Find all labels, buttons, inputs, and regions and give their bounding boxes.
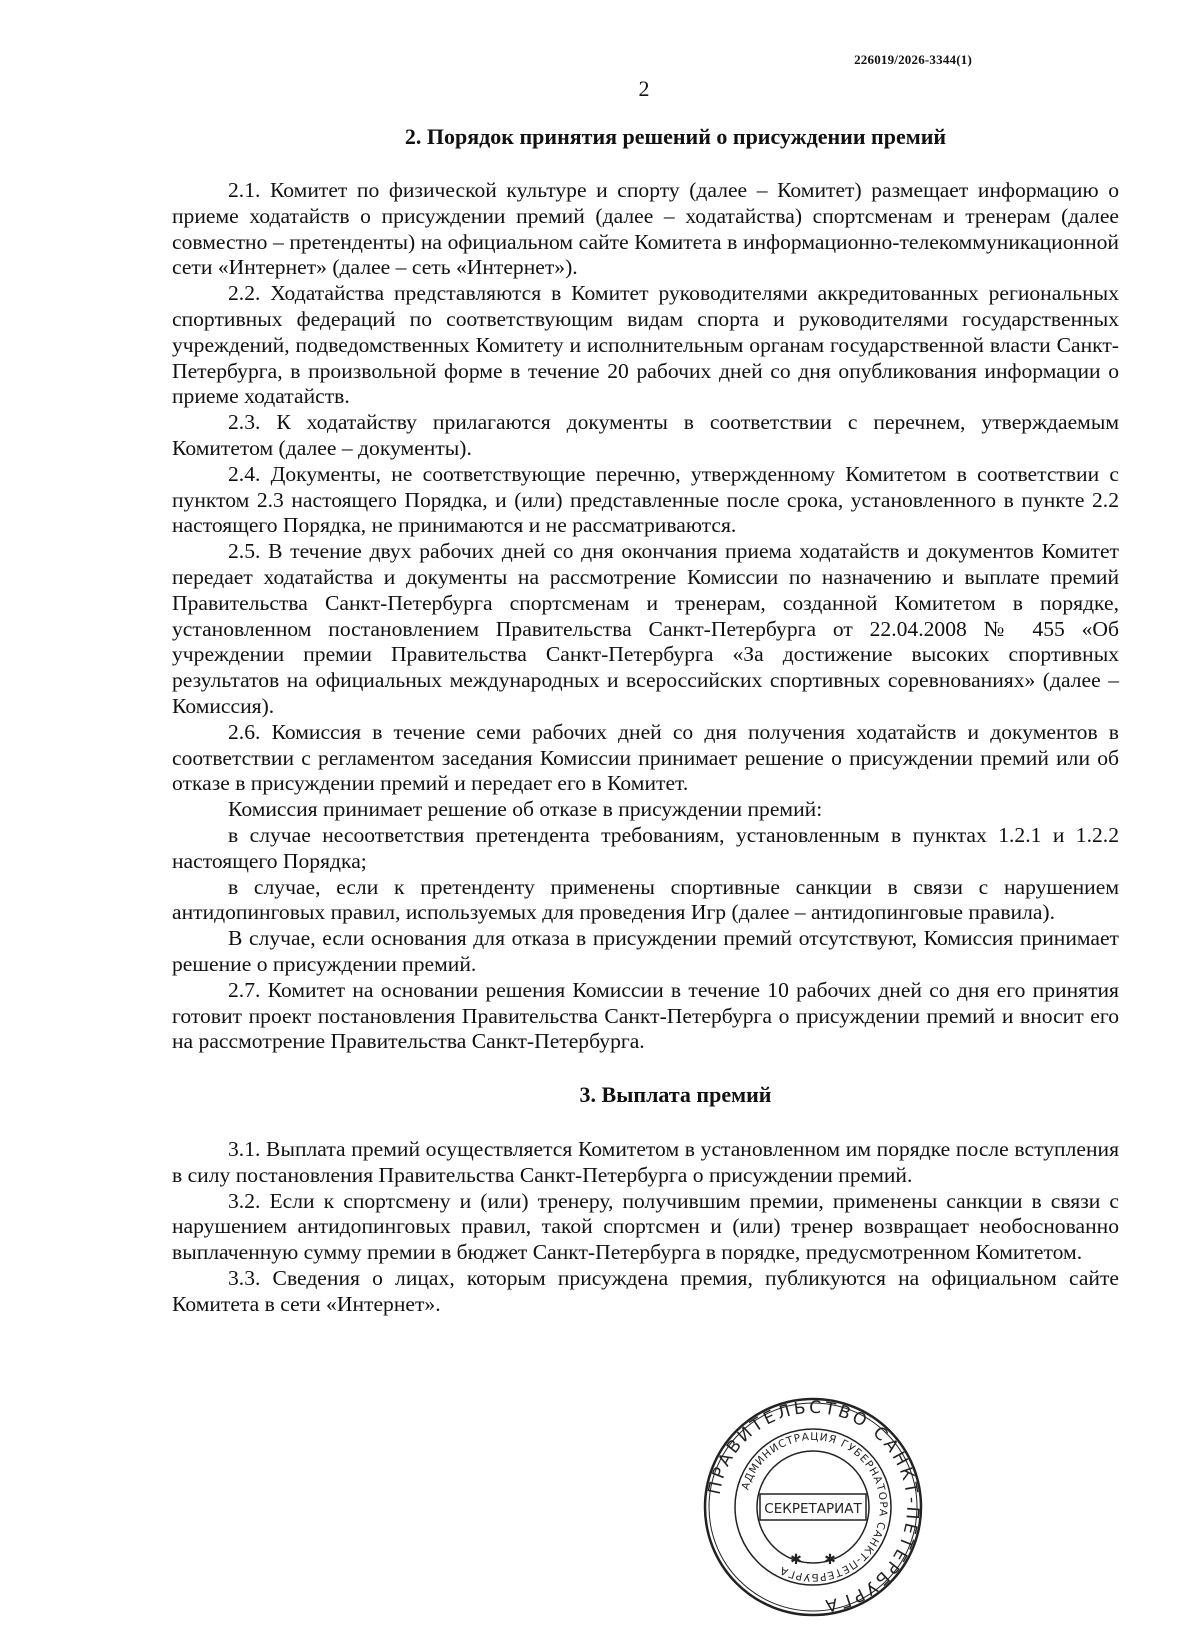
section-2-body <box>172 178 1119 1055</box>
paragraph-2-1: 2.1. Комитет по физической культуре и спорту (далее – Комитет) размещает информацию о приеме ходатайств о присуждении премий (далее – ходатайства) спортсменам и тренерам (далее совместно – претенденты) на официальном сайте Комитета в информационно-телекоммуникационной сети «Интернет» (далее – сеть «Интернет»). <box>172 178 1119 280</box>
stamp-center-text: СЕКРЕТАРИАТ <box>764 1501 862 1517</box>
section-2-title: 2. Порядок принятия решений о присуждении премий <box>404 124 947 149</box>
official-stamp <box>702 1396 924 1618</box>
page-number: 2 <box>638 76 650 101</box>
stamp-star-icon: ✱ <box>790 1552 802 1568</box>
paragraph-3-3: 3.3. Сведения о лицах, которым присуждена премия, публикуются на официальном сайте Комитета в сети «Интернет». <box>172 1266 1119 1316</box>
section-3-title: 3. Выплата премий <box>579 1082 772 1108</box>
paragraph-3-2: 3.2. Если к спортсмену и (или) тренеру, получившим премии, применены санкции в связи с нарушением антидопинговых правил, такой спортсмен и (или) тренер возвращает необоснованно выплаченную сумму премии в бюджет Санкт-Петербурга в порядке, предусмотренном Комитетом. <box>172 1188 1119 1265</box>
paragraph-3-1: 3.1. Выплата премий осуществляется Комитетом в установленном им порядке после вступления в силу постановления Правительства Санкт-Петербурга о присуждении премий. <box>172 1137 1119 1187</box>
paragraph-refusal-intro: Комиссия принимает решение об отказе в присуждении премий: <box>228 797 823 822</box>
stamp-outer-text: ПРАВИТЕЛЬСТВО САНКТ-ПЕТЕРБУРГА <box>704 1397 923 1616</box>
document-body <box>172 124 1119 1318</box>
paragraph-2-5: 2.5. В течение двух рабочих дней со дня окончания приема ходатайств и документов Комитет передает ходатайства и документы на рассмотрение Комиссии по назначению и выплате премий Правительства Санкт-Петербурга спортсменам и тренерам, созданной Комитетом в порядке, установленном постановлением Правительства Санкт-Петербурга от 22.04.2008 № 455 «Об учреждении премии Правительства Санкт-Петербурга «За достижение высоких спортивных результатов на официальных международных и всероссийских спортивных соревнованиях» (далее – Комиссия). <box>172 539 1119 718</box>
section-3-body <box>172 1137 1119 1318</box>
stamp-inner-text: АДМИНИСТРАЦИЯ ГУБЕРНАТОРА САНКТ-ПЕТЕРБУРГА <box>739 1430 890 1584</box>
paragraph-refusal-case-2: в случае, если к претенденту применены спортивные санкции в связи с нарушением антидопинговых правил, используемых для проведения Игр (далее – антидопинговые правила). <box>172 874 1119 925</box>
paragraph-2-7: 2.7. Комитет на основании решения Комиссии в течение 10 рабочих дней со дня его принятия готовит проект постановления Правительства Санкт-Петербурга о присуждении премий и вносит его на рассмотрение Правительства Санкт-Петербурга. <box>172 977 1119 1054</box>
paragraph-2-4: 2.4. Документы, не соответствующие перечню, утвержденному Комитетом в соответствии с пунктом 2.3 настоящего Порядка, и (или) представленные после срока, установленного в пункте 2.2 настоящего Порядка, не принимаются и не рассматриваются. <box>172 461 1119 538</box>
paragraph-2-6: 2.6. Комиссия в течение семи рабочих дней со дня получения ходатайств и документов в соответствии с регламентом заседания Комиссии принимает решение о присуждении премий или об отказе в присуждении премий и передает его в Комитет. <box>172 719 1119 796</box>
paragraph-2-3: 2.3. К ходатайству прилагаются документы в соответствии с перечнем, утверждаемым Комитетом (далее – документы). <box>172 410 1119 460</box>
stamp-star-icon: ✱ <box>824 1552 836 1568</box>
paragraph-2-2: 2.2. Ходатайства представляются в Комитет руководителями аккредитованных региональных спортивных федераций по соответствующим видам спорта и руководителями государственных учреждений, подведомственных Комитету и исполнительным органам государственной власти Санкт-Петербурга, в произвольной форме в течение 20 рабочих дней со дня опубликования информации о приеме ходатайств. <box>172 281 1119 409</box>
document-number: 226019/2026-3344(1) <box>854 52 972 67</box>
paragraph-award-decision: В случае, если основания для отказа в присуждении премий отсутствуют, Комиссия принимает решение о присуждении премий. <box>172 926 1119 976</box>
paragraph-refusal-case-1: в случае несоответствия претендента требованиям, установленным в пунктах 1.2.1 и 1.2.2 настоящего Порядка; <box>172 822 1119 873</box>
